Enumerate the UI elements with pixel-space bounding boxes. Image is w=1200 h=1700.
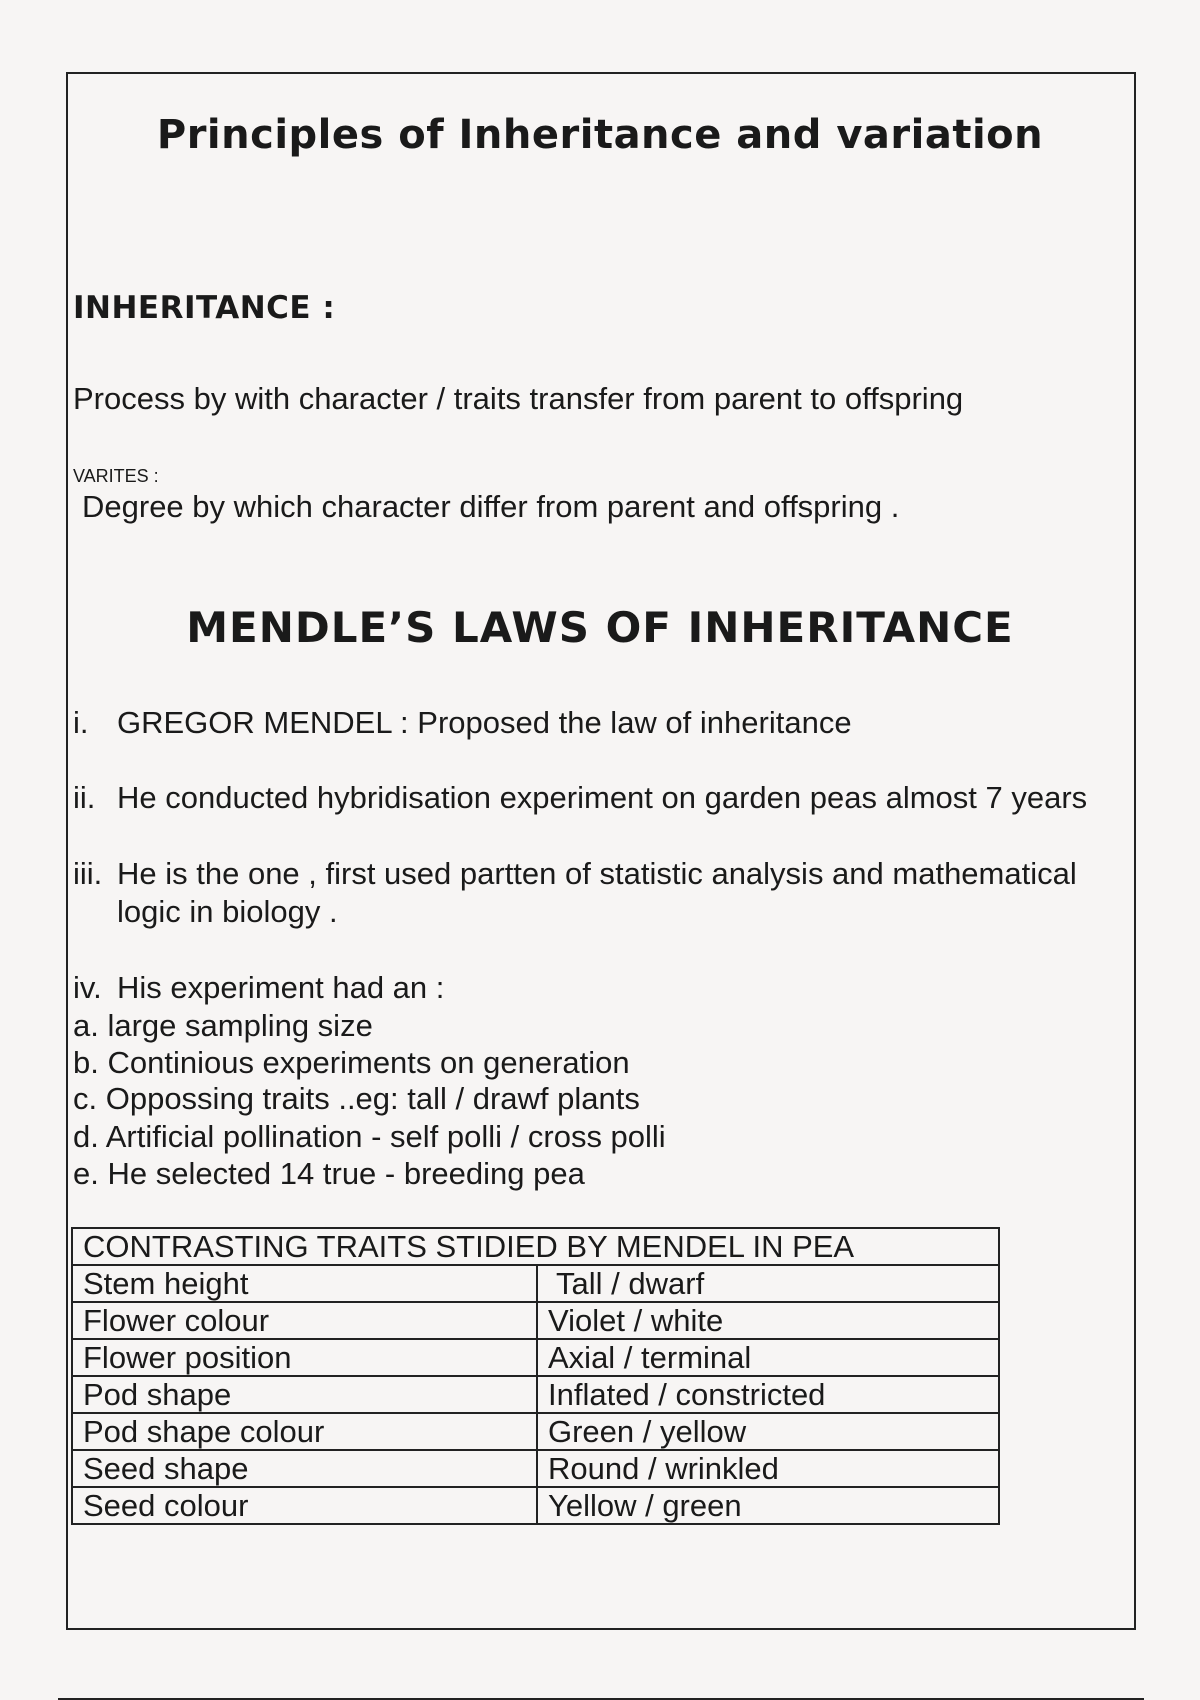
law-text: He conducted hybridisation experiment on garden peas almost 7 years: [117, 780, 1088, 815]
contrast-cell: Axial / terminal: [537, 1339, 999, 1376]
contrast-cell: Green / yellow: [537, 1413, 999, 1450]
contrast-cell: Inflated / constricted: [537, 1376, 999, 1413]
inheritance-heading: INHERITANCE :: [73, 290, 336, 326]
law-item-4: [73, 970, 444, 1006]
table-caption: CONTRASTING TRAITS STIDIED BY MENDEL IN PEA: [72, 1228, 999, 1265]
table-row: [72, 1487, 999, 1524]
trait-cell: Stem height: [72, 1265, 537, 1302]
trait-cell: Seed shape: [72, 1450, 537, 1487]
sub-item: a. large sampling size: [73, 1008, 373, 1043]
varites-definition: Degree by which character differ from parent and offspring .: [82, 489, 900, 524]
table-caption-row: [72, 1228, 999, 1265]
law-text: He is the one , first used partten of statistic analysis and mathematical: [117, 856, 1077, 891]
inheritance-definition: Process by with character / traits transfer from parent to offspring: [73, 381, 964, 416]
law-item-1: [73, 705, 852, 741]
contrast-cell: Yellow / green: [537, 1487, 999, 1524]
sub-item: e. He selected 14 true - breeding pea: [73, 1156, 585, 1191]
trait-cell: Flower position: [72, 1339, 537, 1376]
law-item-2: [73, 780, 1087, 816]
sub-item: d. Artificial pollination - self polli / cross polli: [73, 1119, 666, 1154]
law-number: i.: [73, 705, 89, 740]
law-number: iii.: [73, 856, 103, 891]
law-item-3-continuation: logic in biology .: [117, 894, 338, 929]
page-title: Principles of Inheritance and variation: [156, 112, 1044, 158]
contrast-cell: Violet / white: [537, 1302, 999, 1339]
sub-item: c. Oppossing traits ..eg: tall / drawf plants: [73, 1081, 640, 1116]
sub-item: b. Continious experiments on generation: [73, 1045, 630, 1080]
laws-heading: MENDLE’S LAWS OF INHERITANCE: [186, 603, 1014, 652]
varites-label: VARITES :: [73, 466, 159, 486]
trait-cell: Pod shape: [72, 1376, 537, 1413]
table-row: [72, 1302, 999, 1339]
law-number: iv.: [73, 970, 102, 1005]
table-row: [72, 1413, 999, 1450]
table-row: [72, 1339, 999, 1376]
trait-cell: Seed colour: [72, 1487, 537, 1524]
table-row: [72, 1265, 999, 1302]
contrasting-traits-table: [71, 1227, 1000, 1525]
contrast-cell: Tall / dwarf: [537, 1265, 999, 1302]
table-row: [72, 1450, 999, 1487]
law-text: His experiment had an :: [117, 970, 445, 1005]
trait-cell: Pod shape colour: [72, 1413, 537, 1450]
law-item-3: [73, 856, 1077, 892]
table-row: [72, 1376, 999, 1413]
contrast-cell: Round / wrinkled: [537, 1450, 999, 1487]
law-number: ii.: [73, 780, 96, 815]
law-text: GREGOR MENDEL : Proposed the law of inheritance: [117, 705, 852, 740]
trait-cell: Flower colour: [72, 1302, 537, 1339]
